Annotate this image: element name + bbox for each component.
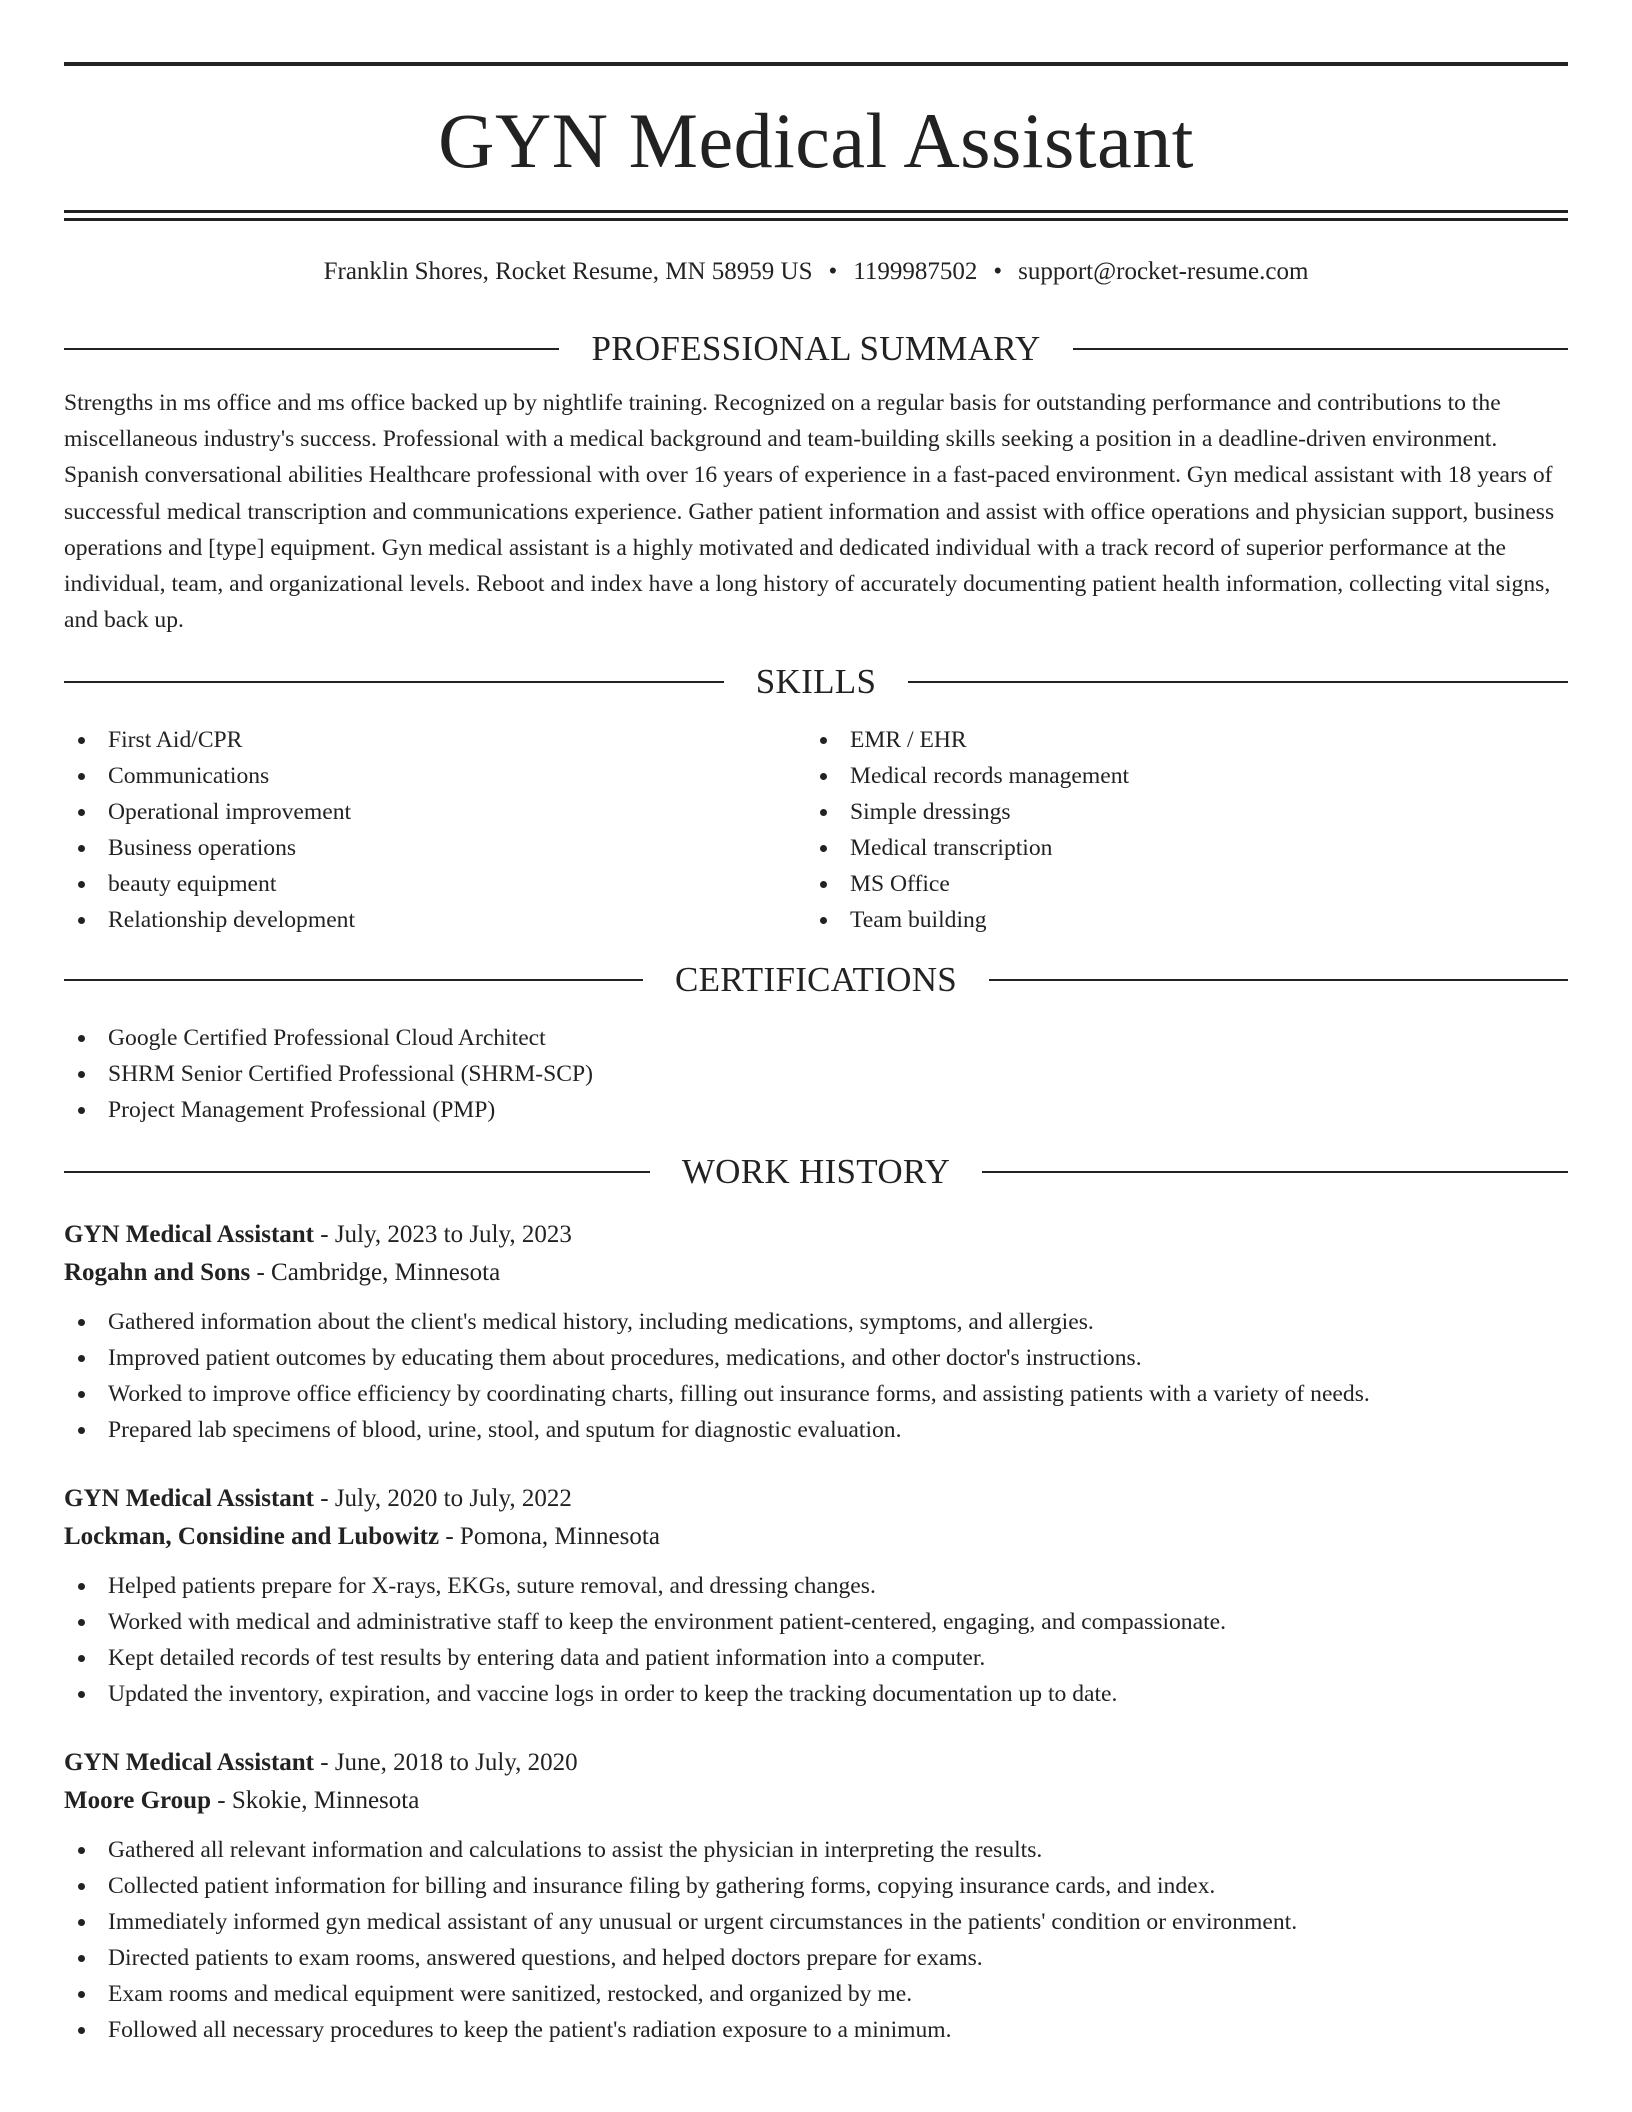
heading-rule-left (64, 1171, 650, 1173)
heading-rule-left (64, 348, 559, 350)
skill-item: Business operations (64, 830, 806, 866)
job-duty: Gathered all relevant information and calculations to assist the physician in interpreting the results. (64, 1832, 1568, 1868)
skill-item: Relationship development (64, 902, 806, 938)
summary-text: Strengths in ms office and ms office backed up by nightlife training. Recognized on a regular basis for outstanding performance and contributions to the miscellaneous industry's success. Professional with a medical background and team-building skills seeking a position in a deadline-driven environment. Spanish conversational abilities Healthcare professional with over 16 years of experience in a fast-paced environment. Gyn medical assistant with 18 years of successful medical transcription and communications experience. Gather patient information and assist with office operations and physician support, business operations and [type] equipment. Gyn medical assistant is a highly motivated and dedicated individual with a track record of superior performance at the individual, team, and organizational levels. Reboot and index have a long history of accurately documenting patient health information, collecting vital signs, and back up. (64, 390, 1555, 634)
job-dates: - July, 2023 to July, 2023 (314, 1221, 572, 1249)
skills-heading (64, 662, 1568, 702)
job-company-line (64, 1254, 1568, 1292)
skills-list (64, 722, 1568, 938)
certification-item: SHRM Senior Certified Professional (SHRM-SCP) (64, 1056, 1568, 1092)
job-duty: Immediately informed gyn medical assistant of any unusual or urgent circumstances in the patients' condition or environment. (64, 1904, 1568, 1940)
contact-email: support@rocket-resume.com (1018, 258, 1309, 285)
job-dates: - July, 2020 to July, 2022 (314, 1485, 572, 1513)
job-entry (64, 1744, 1568, 2048)
job-duties (64, 1304, 1568, 1448)
job-title-line (64, 1744, 1568, 1782)
job-role: GYN Medical Assistant (64, 1485, 314, 1513)
skill-item: Medical transcription (806, 830, 1548, 866)
top-rule (64, 62, 1568, 66)
resume-name: GYN Medical Assistant (438, 97, 1194, 184)
skill-item: Team building (806, 902, 1548, 938)
skill-item: MS Office (806, 866, 1548, 902)
heading-rule-right (908, 681, 1568, 683)
contact-address: Franklin Shores, Rocket Resume, MN 58959 US (323, 258, 813, 285)
job-entry (64, 1216, 1568, 1448)
heading-rule-left (64, 681, 724, 683)
resume-page (64, 62, 1568, 2048)
summary-title: PROFESSIONAL SUMMARY (591, 329, 1041, 368)
skill-item: Operational improvement (64, 794, 806, 830)
job-company: Lockman, Considine and Lubowitz (64, 1523, 440, 1551)
heading-rule-right (982, 1171, 1568, 1173)
job-title-line (64, 1480, 1568, 1518)
job-duty: Worked to improve office efficiency by coordinating charts, filling out insurance forms, and assisting patients with a variety of needs. (64, 1376, 1568, 1412)
job-company-line (64, 1518, 1568, 1556)
job-duty: Followed all necessary procedures to keep the patient's radiation exposure to a minimum. (64, 2012, 1568, 2048)
heading-rule-left (64, 979, 643, 981)
certification-item: Project Management Professional (PMP) (64, 1092, 1568, 1128)
certifications-list (64, 1020, 1568, 1128)
job-company: Rogahn and Sons (64, 1259, 251, 1287)
skill-item: Communications (64, 758, 806, 794)
job-dates: - June, 2018 to July, 2020 (314, 1749, 578, 1777)
skill-item: Simple dressings (806, 794, 1548, 830)
job-duty: Prepared lab specimens of blood, urine, stool, and sputum for diagnostic evaluation. (64, 1412, 1568, 1448)
job-entry (64, 1480, 1568, 1712)
certifications-title: CERTIFICATIONS (674, 960, 958, 1000)
job-title-line (64, 1216, 1568, 1254)
contact-separator: • (993, 258, 1003, 285)
job-location: - Cambridge, Minnesota (250, 1259, 501, 1287)
job-duties (64, 1832, 1568, 2048)
job-duty: Exam rooms and medical equipment were sanitized, restocked, and organized by me. (64, 1976, 1568, 2012)
skill-item: Medical records management (806, 758, 1548, 794)
job-company-line (64, 1782, 1568, 1820)
job-duty: Gathered information about the client's medical history, including medications, symptoms, and allergies. (64, 1304, 1568, 1340)
contact-phone: 1199987502 (853, 258, 978, 285)
certifications-heading (64, 960, 1568, 1000)
job-role: GYN Medical Assistant (64, 1221, 314, 1249)
name-double-rule (64, 210, 1568, 221)
work-history-title: WORK HISTORY (681, 1152, 951, 1192)
job-location: - Skokie, Minnesota (211, 1787, 420, 1815)
contact-separator: • (828, 258, 838, 285)
job-role: GYN Medical Assistant (64, 1749, 314, 1777)
job-duty: Updated the inventory, expiration, and vaccine logs in order to keep the tracking documentation up to date. (64, 1676, 1568, 1712)
skills-column-left (64, 722, 806, 938)
skills-title: SKILLS (755, 662, 877, 702)
heading-rule-right (989, 979, 1568, 981)
skills-column-right (806, 722, 1548, 938)
job-duties (64, 1568, 1568, 1712)
job-duty: Kept detailed records of test results by entering data and patient information into a computer. (64, 1640, 1568, 1676)
work-history-heading (64, 1152, 1568, 1192)
job-location: - Pomona, Minnesota (439, 1523, 660, 1551)
job-duty: Worked with medical and administrative staff to keep the environment patient-centered, engaging, and compassionate. (64, 1604, 1568, 1640)
job-company: Moore Group (64, 1787, 211, 1815)
job-duty: Collected patient information for billing and insurance filing by gathering forms, copying insurance cards, and index. (64, 1868, 1568, 1904)
certification-item: Google Certified Professional Cloud Architect (64, 1020, 1568, 1056)
heading-rule-right (1073, 348, 1568, 350)
job-duty: Helped patients prepare for X-rays, EKGs, suture removal, and dressing changes. (64, 1568, 1568, 1604)
job-duty: Directed patients to exam rooms, answered questions, and helped doctors prepare for exams. (64, 1940, 1568, 1976)
skill-item: EMR / EHR (806, 722, 1548, 758)
contact-line (64, 257, 1568, 287)
summary-heading (64, 329, 1568, 369)
skill-item: First Aid/CPR (64, 722, 806, 758)
job-duty: Improved patient outcomes by educating them about procedures, medications, and other doctor's instructions. (64, 1340, 1568, 1376)
skill-item: beauty equipment (64, 866, 806, 902)
